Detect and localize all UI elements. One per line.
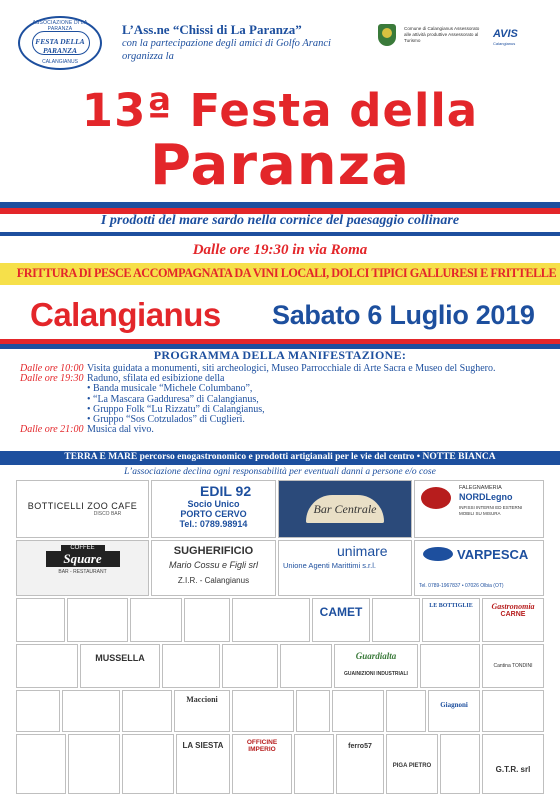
association-logo xyxy=(18,16,102,70)
sponsor-line: INFISSI INTERNI ED ESTERNI xyxy=(459,505,523,510)
sponsor-name: G.T.R. srl xyxy=(495,765,531,774)
program-event: Musica dal vivo. xyxy=(87,424,154,436)
sponsor-name: MUSSELLA xyxy=(95,653,145,663)
sponsor-name: Gastronomia xyxy=(491,602,535,611)
sponsor-line: COFFEE xyxy=(61,545,105,551)
sponsor-coffee-square xyxy=(16,540,149,596)
sponsor-name: OFFICINE IMPERIO xyxy=(246,739,278,753)
program-time xyxy=(20,405,82,415)
program-time: Dalle ore 10:00 xyxy=(20,363,84,374)
sponsor-gtr xyxy=(482,734,544,794)
sponsor-edil92 xyxy=(151,480,276,538)
sponsor-sugherificio xyxy=(151,540,276,596)
sponsor-tile xyxy=(332,690,384,732)
sponsor-tile xyxy=(420,644,480,688)
sponsor-la-siesta xyxy=(176,734,230,794)
sponsor-tile xyxy=(16,690,60,732)
program-events xyxy=(87,364,557,435)
food-banner: FRITTURA DI PESCE ACCOMPAGNATA DA VINI LOCALI, DOLCI TIPICI GALLURESI E FRITTELLE xyxy=(16,265,557,280)
sponsor-tile xyxy=(440,734,480,794)
sponsor-tile xyxy=(130,598,182,642)
sponsor-name: Giagnoni xyxy=(440,701,468,709)
partner-line-2: organizza la xyxy=(122,51,174,62)
sponsor-ferro57 xyxy=(336,734,384,794)
sponsor-line: Z.I.R. - Calangianus xyxy=(177,576,250,585)
sponsor-line: MOBILI SU MISURA xyxy=(459,511,501,516)
sponsor-tile xyxy=(232,690,294,732)
sponsor-sub: BAR - RESTAURANT xyxy=(58,569,107,575)
comune-crest-icon xyxy=(378,24,396,46)
sponsor-line: GUAINIZIONI INDUSTRIALI xyxy=(344,671,408,677)
sponsor-nordlegno xyxy=(414,480,544,538)
program-time: Dalle ore 19:30 xyxy=(20,373,84,385)
sponsor-mussella xyxy=(80,644,160,688)
sponsor-guardialta xyxy=(334,644,418,688)
sponsor-cantina xyxy=(482,644,544,688)
sponsor-bar-centrale xyxy=(278,480,412,538)
sponsor-tile xyxy=(68,734,120,794)
sponsor-sub: Tel. 0789-1967837 • 07026 Olbia (OT) xyxy=(419,583,504,589)
sponsor-name: Bar Centrale xyxy=(306,495,384,523)
sponsor-giagnoni xyxy=(428,690,480,732)
sponsor-tile xyxy=(67,598,128,642)
program-time xyxy=(20,395,82,405)
sponsor-tile xyxy=(372,598,420,642)
sponsor-tile xyxy=(62,690,120,732)
program-time xyxy=(20,384,82,394)
program-event: Raduno, sfilata ed esibizione della xyxy=(87,373,225,385)
sponsor-camet xyxy=(312,598,370,642)
event-time-location: Dalle ore 19:30 in via Roma xyxy=(192,242,368,258)
sponsor-gastronomia xyxy=(482,598,544,642)
sponsor-officine xyxy=(232,734,292,794)
city-name: Calangianus xyxy=(30,296,221,333)
sponsor-line: FALEGNAMERIA xyxy=(459,485,502,491)
subtitle: I prodotti del mare sardo nella cornice del paesaggio collinare xyxy=(100,213,460,228)
program-event: • “La Mascara Gadduresa” di Calangianus, xyxy=(87,393,259,405)
sponsor-tile xyxy=(386,690,426,732)
sponsor-maccioni xyxy=(174,690,230,732)
sponsor-sub: Unione Agenti Marittimi s.r.l. xyxy=(283,561,376,570)
sponsor-name: LA SIESTA xyxy=(182,741,224,750)
sponsor-name: LE BOTTIGLIE xyxy=(429,603,473,609)
sponsor-varpesca xyxy=(414,540,544,596)
sponsor-botticelli xyxy=(16,480,149,538)
sponsor-line: Socio Unico xyxy=(187,499,240,509)
sponsor-bottiglie xyxy=(422,598,480,642)
sponsor-line: PORTO CERVO xyxy=(180,509,247,519)
sponsor-name: Maccioni xyxy=(186,695,218,704)
notte-bianca-banner: TERRA E MARE percorso enogastronomico e prodotti artigianali per le vie del centro • NOTTE BIANCA xyxy=(64,452,496,462)
comune-text: Comune di Calangianus Assessorato alle attività produttive Assessorato al Turismo xyxy=(404,26,480,43)
program-event: Visita guidata a monumenti, siti archeologici, Museo Parrocchiale di Arte Sacra e Museo del Sughero. xyxy=(87,363,496,374)
sponsor-unimare xyxy=(278,540,412,596)
sponsor-name: EDIL 92 xyxy=(200,483,252,499)
sponsor-line: Mario Cossu e Figli srl xyxy=(168,560,259,570)
sponsor-name: BOTTICELLI ZOO CAFE xyxy=(27,501,138,511)
sponsor-tile xyxy=(280,644,332,688)
sponsor-tile xyxy=(16,598,65,642)
sponsor-tile xyxy=(16,734,66,794)
sponsor-name: ferro57 xyxy=(348,743,372,750)
logo-arc-text: ASSOCIAZIONE DI LA PARANZA xyxy=(32,20,88,32)
sponsor-tile xyxy=(482,690,544,732)
program-title: PROGRAMMA DELLA MANIFESTAZIONE: xyxy=(153,348,407,362)
sponsor-sub: DISCO BAR xyxy=(93,511,122,517)
event-date: Sabato 6 Luglio 2019 xyxy=(272,300,535,330)
title-line-2: Paranza xyxy=(150,133,410,198)
sponsor-tile xyxy=(296,690,330,732)
sponsor-name: CAMET xyxy=(319,605,363,619)
organizer-line: L’Ass.ne “Chissi di La Paranza” xyxy=(122,22,302,37)
sponsor-name: Cantina TONDINI xyxy=(493,663,533,669)
sponsor-name: Square xyxy=(46,551,120,567)
sponsor-name: Guardialta xyxy=(355,651,397,661)
sponsor-line: CARNE xyxy=(500,611,526,618)
sponsor-name: unimare xyxy=(337,543,388,559)
program-event: • Gruppo “Sos Cotzulados” di Cuglieri. xyxy=(87,413,245,425)
nl-logo-icon xyxy=(421,487,451,509)
sponsor-tile xyxy=(122,690,172,732)
sponsor-name: VARPESCA xyxy=(457,547,529,562)
fish-icon xyxy=(423,547,453,561)
sponsor-tile xyxy=(16,644,78,688)
program-times xyxy=(20,364,82,435)
sponsor-name: SUGHERIFICIO xyxy=(173,545,254,557)
partner-line-1: con la partecipazione degli amici di Golfo Aranci xyxy=(122,38,331,49)
divider-blue-2 xyxy=(0,232,560,236)
avis-subtitle: Calangianus xyxy=(493,41,516,46)
sponsor-tile xyxy=(222,644,278,688)
sponsor-tile xyxy=(162,644,220,688)
sponsor-name: PIGA PIETRO xyxy=(392,763,432,769)
sponsor-name: NORDLegno xyxy=(459,492,513,502)
program-time: Dalle ore 21:00 xyxy=(20,424,84,436)
sponsor-tile xyxy=(184,598,230,642)
logo-text: FESTA DELLA PARANZA xyxy=(35,37,85,55)
logo-bottom-text: CALANGIANUS xyxy=(42,59,78,65)
sponsor-tile xyxy=(294,734,334,794)
title-line-1: 13ª Festa della xyxy=(81,84,479,137)
disclaimer: L’associazione declina ogni responsabilità per eventuali danni a persone e/o cose xyxy=(124,467,436,477)
program-event: • Gruppo Folk “Lu Rizzatu” di Calangianus, xyxy=(87,403,265,415)
program-event: • Banda musicale “Michele Columbano”, xyxy=(87,383,253,395)
sponsor-tile xyxy=(232,598,310,642)
sponsor-piga xyxy=(386,734,438,794)
avis-logo: AVIS xyxy=(493,28,518,40)
sponsor-tile xyxy=(122,734,174,794)
sponsor-line: Tel.: 0789.98914 xyxy=(179,519,248,529)
